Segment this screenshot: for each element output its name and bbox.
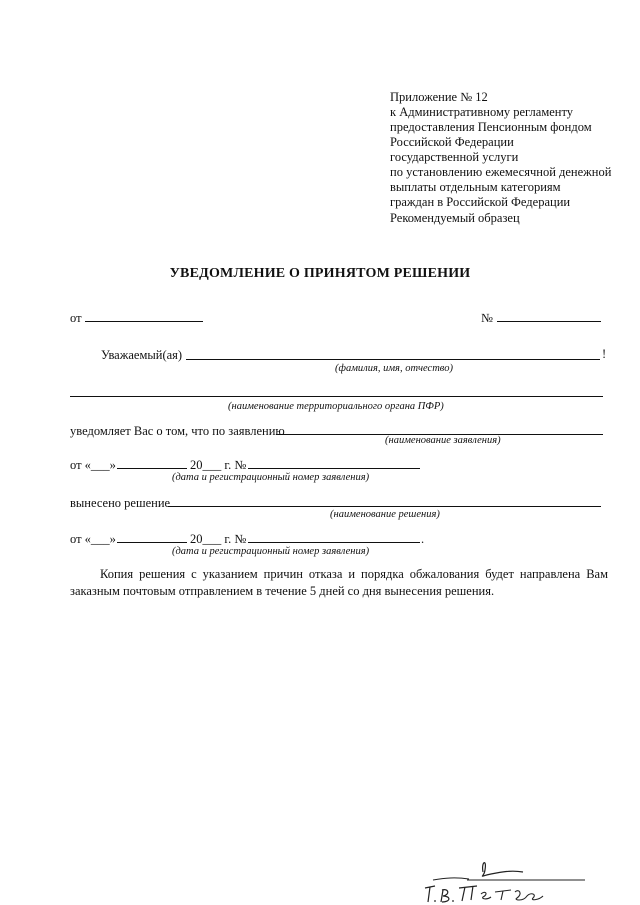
document-title: УВЕДОМЛЕНИЕ О ПРИНЯТОМ РЕШЕНИИ [169,266,471,281]
appendix-line: Российской Федерации [390,135,514,149]
decision-name-line [168,506,601,507]
recommended-sample-note: Рекомендуемый образец [390,211,520,225]
application-name-hint: (наименование заявления) [385,435,501,446]
date-month-line [117,468,187,469]
date-prefix: от «___» [70,532,116,546]
territorial-organ-hint: (наименование территориального органа ПФР) [228,401,444,412]
date-prefix: от «___» [70,458,116,472]
from-label: от [70,311,82,325]
decision-label: вынесено решение [70,496,171,510]
date-row-period: . [421,532,425,546]
number-line [497,321,601,322]
appendix-line: Приложение № 12 [390,90,488,104]
appendix-line: государственной услуги [390,150,519,164]
decision-name-hint: (наименование решения) [330,509,440,520]
date-registration-hint: (дата и регистрационный номер заявления) [172,472,370,483]
appendix-line: граждан в Российской Федерации [390,195,571,209]
appendix-block [390,90,611,210]
date-month-line [117,542,187,543]
handwritten-signature [415,850,595,905]
body-paragraph: Копия решения с указанием причин отказа и порядка обжалования будет направлена Вам заказным почтовым отправлением в течение 5 дней со дня вынесения решения. [70,567,608,598]
notify-label: уведомляет Вас о том, что по заявлению [70,424,285,438]
date-registration-hint: (дата и регистрационный номер заявления) [172,546,370,557]
full-name-hint: (фамилия, имя, отчество) [335,363,453,374]
greeting-label: Уважаемый(ая) [101,348,183,362]
number-label: № [481,311,493,325]
greeting-exclamation: ! [602,347,607,361]
appendix-line: предоставления Пенсионным фондом [390,120,592,134]
date-year-number: 20___ г. № [190,458,247,472]
registration-number-line [248,542,420,543]
appendix-line: выплаты отдельным категориям [390,180,561,194]
from-date-line [85,321,203,322]
territorial-organ-line [70,396,603,397]
appendix-line: к Административному регламенту [390,105,574,119]
date-year-number: 20___ г. № [190,532,247,546]
appendix-line: по установлению ежемесячной денежной [390,165,612,179]
registration-number-line [248,468,420,469]
full-name-line [186,359,600,360]
